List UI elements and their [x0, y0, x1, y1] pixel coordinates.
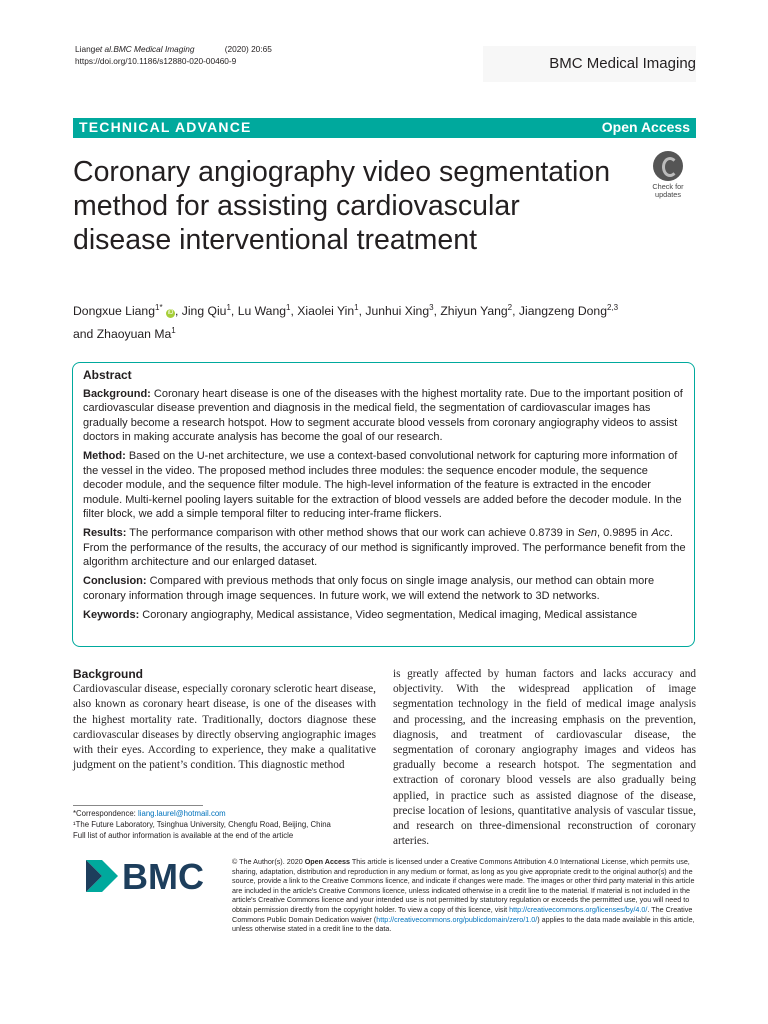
license-part1: © The Author(s). 2020	[232, 857, 305, 866]
abstract-background	[83, 387, 686, 445]
abstract-results-text-c: . From the performance of the results, the accuracy of our method is significantly improved. The performance benefit from the algorithm architecture and our enlarged dataset.	[83, 527, 686, 568]
license-link-zero[interactable]: http://creativecommons.org/publicdomain/zero/1.0/	[376, 914, 538, 924]
bmc-logo-icon	[86, 856, 216, 896]
abstract-method-label: Method:	[83, 450, 126, 462]
citation-etal: et al.	[95, 44, 114, 54]
author-name[interactable]: Jing Qiu	[181, 304, 227, 319]
citation-year-volume: (2020) 20:65	[224, 44, 272, 54]
body-text-right: is greatly affected by human factors and lacks accuracy and objectivity. With the widespread application of image segmentation technology in the field of medical image analysis and processing, and the increasing emphasis on the prevention, diagnosis, and treatment of cardiovascular disease, the segmentation of coronary angiography images and videos has gradually become a research hotspot. The segmentation and extraction of coronary blood vessels are also gradually being applied, in practice such as assisted diagnose of the disease, precise location of lesions, quantitative analysis of vascular tissue, and research on three-dimensional reconstruction of coronary arteries.	[393, 668, 696, 848]
correspondence-email[interactable]: liang.laurel@hotmail.com	[138, 809, 226, 818]
abstract-method-text: Based on the U-net architecture, we use a context-based convolutional network for capturing more information of the vessel in the video. The proposed method includes three modules: the sequence encoder module, the sequence decoder module, and the sequence filter module. The high-level information of the feature is extracted in the encoder module. Multi-kernel pooling layers suitable for the extraction of blood vessels are added before the decoder module. In the filter block, we add a simple temporal filter to reducing inter-frame flickers.	[83, 450, 682, 520]
license-text	[232, 857, 698, 934]
abstract-conclusion-label: Conclusion:	[83, 575, 147, 587]
author-affiliation: 1	[286, 303, 291, 312]
abstract-background-label: Background:	[83, 387, 151, 400]
citation-journal: BMC Medical Imaging	[113, 44, 195, 54]
author-affiliation: 3	[429, 303, 434, 312]
bmc-logo	[86, 856, 216, 896]
article-type-banner	[73, 118, 696, 138]
citation-header	[75, 43, 272, 68]
footnote-divider	[73, 805, 203, 806]
abstract-content	[83, 368, 686, 627]
bmc-logo-text: BMC	[122, 856, 204, 896]
author-affiliation: 1	[171, 326, 176, 336]
author-name[interactable]: Lu Wang	[237, 304, 287, 319]
abstract-conclusion-text: Compared with previous methods that only focus on single image analysis, our method can obtain more coronary information through image sequences. In future work, we will extend the network to 3D networks.	[83, 575, 655, 602]
author-list: Dongxue Liang$^{1*}$ iD , Jing Qiu$^1$, Lu Wang$^1$, Xiaolei Yin$^1$, Junhui Xing$^3$, Zhiyun Yang$^2$, Jiangzeng Dong$^{2,3}$ and Zhaoyuan Ma$^1$	[73, 303, 619, 342]
abstract-results-text-b: , 0.9895 in	[597, 527, 652, 539]
article-title: Coronary angiography video segmentation method for assisting cardiovascular disease interventional treatment	[73, 156, 611, 256]
abstract-box	[72, 362, 695, 647]
author-affiliation: 2,3	[606, 303, 619, 312]
check-for-updates-icon	[653, 151, 683, 181]
license-open-access: Open Access	[304, 857, 350, 866]
author-affiliation: 1	[226, 303, 231, 312]
author-name[interactable]: Zhiyun Yang	[440, 304, 508, 319]
orcid-icon[interactable]: iD	[167, 310, 174, 317]
article-type-label: TECHNICAL ADVANCE	[79, 119, 252, 135]
body-column-left	[73, 667, 376, 773]
open-access-label: Open Access	[601, 119, 690, 135]
check-for-updates-text	[645, 183, 691, 199]
author-affiliation: 1*	[155, 303, 163, 312]
body-text-left: Cardiovascular disease, especially coronary sclerotic heart disease, also known as coronary heart disease, is one of the diseases with the highest mortality rate. Traditionally, doctors diagnose these cardiovascular diseases by directly observing angiographic images with their eyes. According to experience, they make a qualitative judgment on the patient’s condition. This diagnostic method	[73, 683, 376, 772]
author-affiliation: 2	[507, 303, 513, 312]
author-name[interactable]: Xiaolei Yin	[297, 304, 355, 319]
license-part3: . The Creative Commons Public Domain Dedication waiver (	[232, 904, 693, 924]
citation-line	[75, 43, 272, 55]
license-part2: This article is licensed under a Creative Commons Attribution 4.0 International License, which permits use, sharing, adaptation, distribution and reproduction in any medium or format, as long as you give appropriate credit to the original author(s) and the source, provide a link to the Creative Commons licence, and indicate if changes were made. The images or other third party material in this article are included in the article's Creative Commons licence, unless indicated otherwise in a credit line to the material. If material is not included in the article's Creative Commons licence and your intended use is not permitted by statutory regulation or exceeds the permitted use, you will need to obtain permission directly from the copyright holder. To view a copy of this licence, visit	[232, 857, 695, 914]
check-line-2: updates	[655, 190, 681, 199]
author-name[interactable]: Jiangzeng Dong	[518, 304, 607, 319]
license-link-by[interactable]: http://creativecommons.org/licenses/by/4.0/	[509, 904, 648, 914]
abstract-heading: Abstract	[83, 368, 132, 382]
abstract-results	[83, 526, 686, 570]
abstract-keywords-label: Keywords:	[83, 608, 140, 621]
check-for-updates-badge[interactable]	[645, 151, 691, 203]
abstract-keywords	[83, 608, 686, 623]
correspondence-label: *Correspondence:	[73, 809, 139, 818]
section-heading-background: Background	[73, 667, 144, 681]
author-name[interactable]: Zhaoyuan Ma	[96, 327, 172, 342]
abstract-results-label: Results:	[83, 527, 127, 539]
abstract-keywords-text: Coronary angiography, Medical assistance, Video segmentation, Medical imaging, Medical assistance	[139, 608, 638, 621]
abstract-results-sen: Sen	[577, 527, 598, 539]
abstract-conclusion	[83, 574, 686, 603]
abstract-method	[83, 449, 686, 522]
author-affiliation: 1	[354, 303, 359, 312]
author-name[interactable]: Junhui Xing	[365, 304, 430, 319]
check-line-1: Check for	[652, 182, 684, 191]
license-part4: ) applies to the data made available in this article, unless otherwise stated in a credit line to the data.	[232, 914, 695, 934]
journal-name: BMC Medical Imaging	[549, 55, 696, 72]
citation-doi[interactable]: https://doi.org/10.1186/s12880-020-00460-9	[75, 56, 237, 67]
abstract-results-acc: Acc	[651, 527, 670, 539]
abstract-results-text-a: The performance comparison with other method shows that our work can achieve 0.8739 in	[126, 527, 578, 539]
body-column-right	[393, 667, 696, 849]
abstract-background-text: Coronary heart disease is one of the diseases with the highest mortality rate. Due to the important position of cardiovascular disease prevention and diagnosis in the medical field, the segmentation of cardiovascular images has gradually become a research hotspot. How to segment accurate blood vessels from coronary angiography videos to assist doctors in making accurate analysis has become the goal of our research.	[83, 387, 683, 443]
correspondence-line	[73, 808, 373, 819]
full-list-note: Full list of author information is available at the end of the article	[73, 831, 294, 841]
author-name[interactable]: Dongxue Liang	[73, 304, 155, 319]
citation-authors: Liang	[75, 44, 96, 54]
affiliation-line: ¹The Future Laboratory, Tsinghua University, Chengfu Road, Beijing, China	[73, 820, 331, 830]
footnotes	[73, 808, 373, 842]
